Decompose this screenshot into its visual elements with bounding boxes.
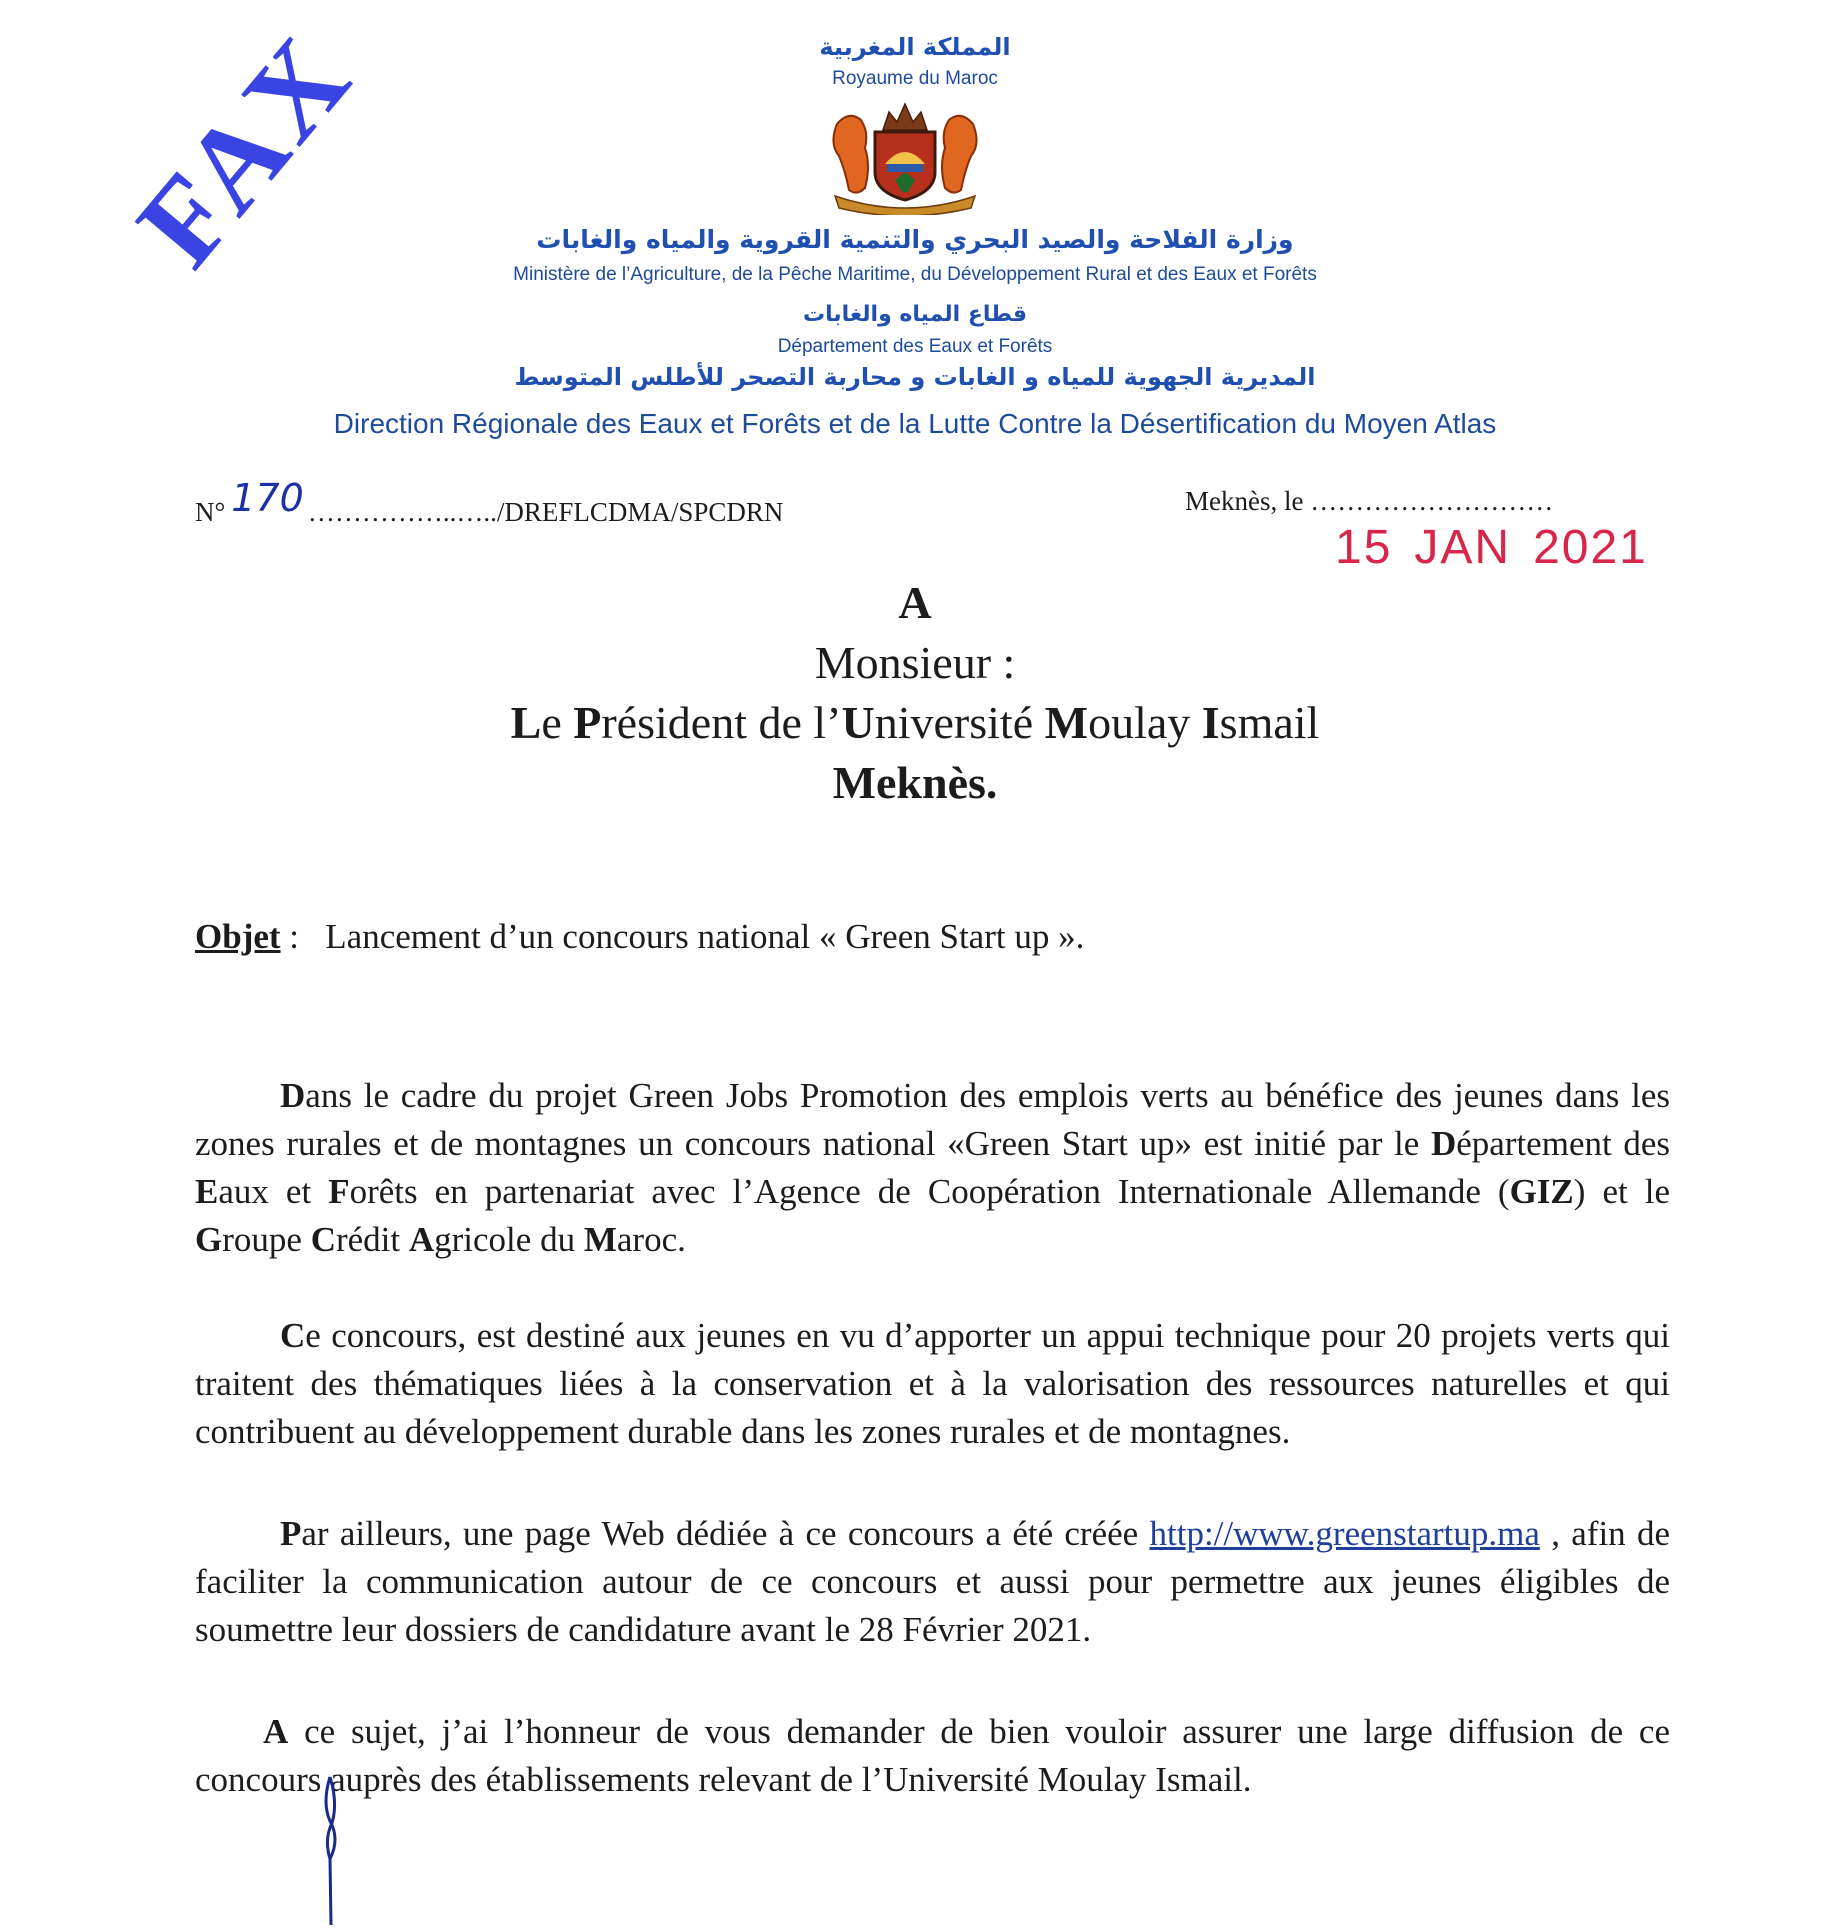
reference-number-line: [195, 478, 783, 532]
handwritten-initial-mark: [318, 1775, 348, 1925]
ministry-french: Ministère de l’Agriculture, de la Pêche Maritime, du Développement Rural et des Eaux et Forêts: [513, 264, 1317, 285]
addressee-title: Le Président de l’Université Moulay Ismail: [510, 697, 1320, 748]
greenstartup-link[interactable]: http://www.greenstartup.ma: [1149, 1514, 1540, 1553]
reference-dots: ……………..…..: [307, 497, 497, 527]
body-paragraph-1: Dans le cadre du projet Green Jobs Promotion des emplois verts au bénéfice des jeunes dans les zones rurales et de montagnes un concours national «Green Start up» est initié par le Département des Eaux et Forêts en partenariat avec l’Agence de Coopération Internationale Allemande (GIZ) et le Groupe Crédit Agricole du Maroc.: [195, 1076, 1671, 1259]
dateline-place: Meknès, le: [1185, 486, 1304, 516]
date-stamp-year: 2021: [1533, 521, 1648, 574]
direction-french: Direction Régionale des Eaux et Forêts et de la Lutte Contre la Désertification du Moyen Atlas: [333, 408, 1497, 439]
subject-text: Lancement d’un concours national « Green Start up ».: [325, 917, 1085, 956]
subject-line: [195, 915, 1084, 959]
date-stamp-day: 15: [1335, 521, 1393, 574]
direction-arabic: المديرية الجهوية للمياه و الغابات و محاربة التصحر للأطلس المتوسط: [514, 363, 1316, 391]
reference-prefix: N°: [195, 497, 226, 527]
subject-separator: :: [280, 917, 300, 956]
date-stamp: [1335, 522, 1670, 574]
kingdom-arabic: المملكة المغربية: [819, 33, 1011, 61]
addressee-salutation: Monsieur :: [814, 637, 1016, 688]
kingdom-french: Royaume du Maroc: [832, 68, 998, 89]
department-arabic: قطاع المياه والغابات: [802, 302, 1027, 327]
department-french: Département des Eaux et Forêts: [777, 336, 1053, 357]
ministry-arabic: وزارة الفلاحة والصيد البحري والتنمية القروية والمياه والغابات: [536, 225, 1294, 254]
body-paragraph-2: Ce concours, est destiné aux jeunes en vu d’apporter un appui technique pour 20 projets verts qui traitent des thématiques liées à la conservation et à la valorisation des ressources naturelles et qui contribuent au développement durable dans les zones rurales et de montagnes.: [195, 1316, 1670, 1451]
reference-suffix: /DREFLCDMA/SPCDRN: [496, 497, 784, 527]
subject-label: Objet: [195, 917, 281, 956]
body-paragraph-3: Par ailleurs, une page Web dédiée à ce concours a été créée http://www.greenstartup.ma , afin de faciliter la communication autour de ce concours et aussi pour permettre aux jeunes éligibles de soumettre leur dossiers de candidature avant le 28 Février 2021.: [195, 1514, 1670, 1649]
addressee-a: A: [898, 577, 932, 628]
fax-stamp: FAX: [111, 8, 378, 291]
date-stamp-month: JAN: [1414, 521, 1512, 574]
body-paragraph-4: A ce sujet, j’ai l’honneur de vous demander de bien vouloir assurer une large diffusion de ce concours auprès des établissements relevant de l’Université Moulay Ismail.: [195, 1712, 1670, 1799]
reference-handwritten-number: 170: [231, 476, 304, 520]
dateline: [1185, 485, 1553, 517]
addressee-city: Meknès.: [832, 757, 998, 808]
moroccan-coat-of-arms-emblem: [815, 100, 995, 215]
dateline-dots: ………………………: [1310, 486, 1554, 516]
